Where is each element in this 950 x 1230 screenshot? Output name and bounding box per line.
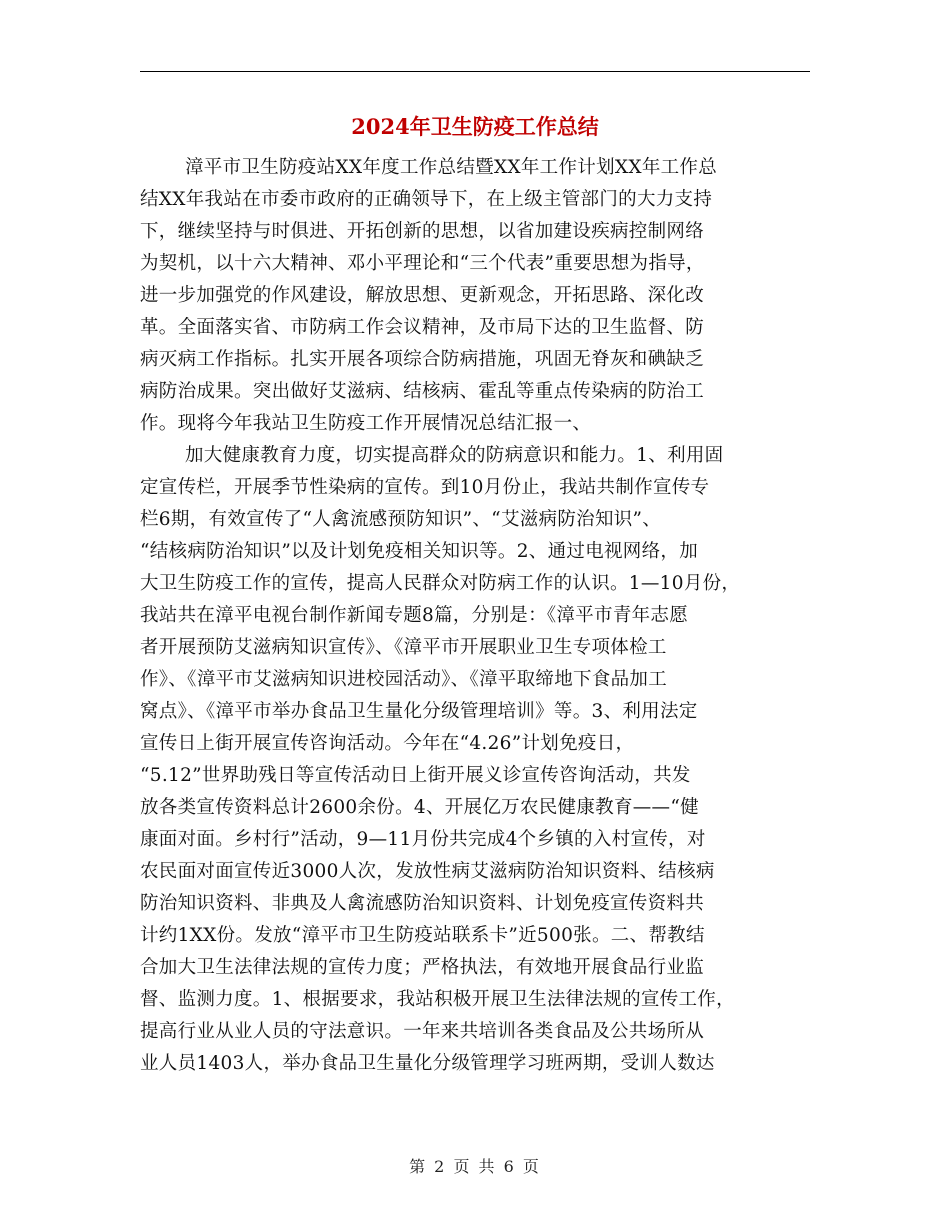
body-line: 下，继续坚持与时俱进、开拓创新的思想，以省加建设疾病控制网络 <box>140 221 705 242</box>
body-line: 窝点》、《漳平市举办食品卫生量化分级管理培训》等。3、利用法定 <box>140 701 698 722</box>
body-line: 农民面对面宣传近3000人次，发放性病艾滋病防治知识资料、结核病 <box>140 861 715 882</box>
body-line: 革。全面落实省、市防病工作会议精神，及市局下达的卫生监督、防 <box>140 317 705 338</box>
body-line: 大卫生防疫工作的宣传，提高人民群众对防病工作的认识。1—10月份， <box>140 573 741 594</box>
body-line: 作》、《漳平市艾滋病知识进校园活动》、《漳平取缔地下食品加工 <box>140 669 668 690</box>
body-line: 业人员1403人，举办食品卫生量化分级管理学习班两期，受训人数达 <box>140 1053 715 1074</box>
body-line: 定宣传栏，开展季节性染病的宣传。到10月份止，我站共制作宣传专 <box>140 477 710 498</box>
body-line: 我站共在漳平电视台制作新闻专题8篇，分别是：《漳平市青年志愿 <box>140 605 689 626</box>
body-line: 加大健康教育力度，切实提高群众的防病意识和能力。1、利用固 <box>185 445 724 466</box>
document-body <box>140 152 820 1080</box>
page-number: 第 2 页 共 6 页 <box>409 1157 541 1176</box>
body-line: “结核病防治知识”以及计划免疫相关知识等。2、通过电视网络，加 <box>140 541 698 562</box>
body-line: 合加大卫生法律法规的宣传力度；严格执法，有效地开展食品行业监 <box>140 957 705 978</box>
body-line: 者开展预防艾滋病知识宣传》、《漳平市开展职业卫生专项体检工 <box>140 637 667 658</box>
document-title: 2024年卫生防疫工作总结 <box>351 114 599 139</box>
body-line: 宣传日上街开展宣传咨询活动。今年在“4.26”计划免疫日， <box>140 733 635 754</box>
body-line: 防治知识资料、非典及人禽流感防治知识资料、计划免疫宣传资料共 <box>140 893 705 914</box>
body-line: 督、监测力度。1、根据要求，我站积极开展卫生法律法规的宣传工作， <box>140 989 735 1010</box>
body-line: 康面对面。乡村行”活动，9—11月份共完成4个乡镇的入村宣传，对 <box>140 829 706 850</box>
body-line: 进一步加强党的作风建设，解放思想、更新观念，开拓思路、深化改 <box>140 285 705 306</box>
body-line: 为契机，以十六大精神、邓小平理论和“三个代表”重要思想为指导， <box>140 253 705 274</box>
body-line: 放各类宣传资料总计2600余份。4、开展亿万农民健康教育——“健 <box>140 797 699 818</box>
body-line: 病防治成果。突出做好艾滋病、结核病、霍乱等重点传染病的防治工 <box>140 381 705 402</box>
body-line: 漳平市卫生防疫站XX年度工作总结暨XX年工作计划XX年工作总 <box>185 157 718 178</box>
body-line: “5.12”世界助残日等宣传活动日上街开展义诊宣传咨询活动，共发 <box>140 765 691 786</box>
body-line: 提高行业从业人员的守法意识。一年来共培训各类食品及公共场所从 <box>140 1021 705 1042</box>
body-line: 病灭病工作指标。扎实开展各项综合防病措施，巩固无脊灰和碘缺乏 <box>140 349 705 370</box>
body-line: 结XX年我站在市委市政府的正确领导下，在上级主管部门的大力支持 <box>140 189 713 210</box>
header-rule <box>140 71 810 72</box>
body-line: 栏6期，有效宣传了“人禽流感预防知识”、“艾滋病防治知识”、 <box>140 509 662 530</box>
body-line: 作。现将今年我站卫生防疫工作开展情况总结汇报一、 <box>140 413 592 434</box>
body-line: 计约1XX份。发放“漳平市卫生防疫站联系卡”近500张。二、帮教结 <box>140 925 705 946</box>
